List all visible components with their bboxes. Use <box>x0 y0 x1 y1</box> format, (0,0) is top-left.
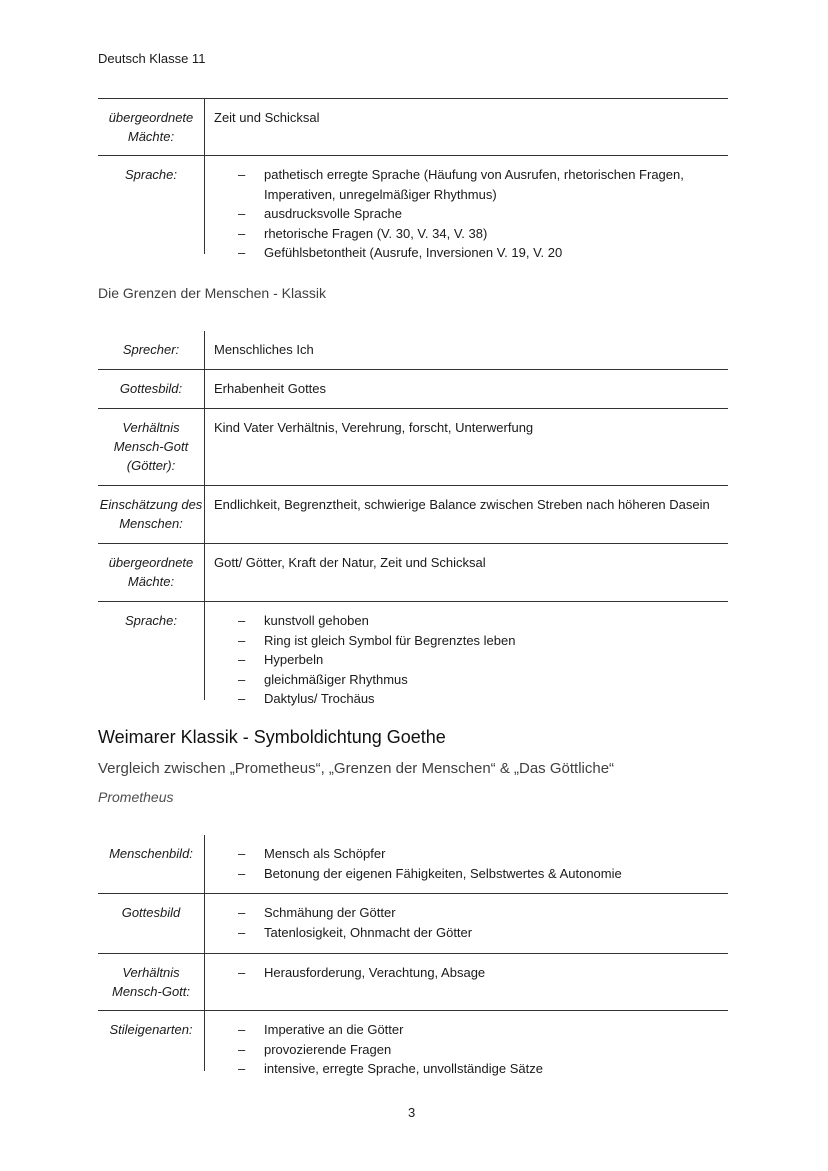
row-label: Sprache: <box>98 602 205 700</box>
list-item: – rhetorische Fragen (V. 30, V. 34, V. 38) <box>214 224 728 244</box>
row-value: Kind Vater Verhältnis, Verehrung, forscht, Unterwerfung <box>214 420 534 435</box>
list-item: – Tatenlosigkeit, Ohnmacht der Götter <box>214 923 728 943</box>
section-heading: Weimarer Klassik - Symboldichtung Goethe <box>98 727 446 747</box>
table-row <box>98 601 728 706</box>
row-value: Zeit und Schicksal <box>214 110 320 125</box>
table-row <box>98 543 728 601</box>
section-subtitle: Vergleich zwischen „Prometheus“, „Grenzen der Menschen“ & „Das Göttliche“ <box>98 760 615 777</box>
row-value: Endlichkeit, Begrenztheit, schwierige Balance zwischen Streben nach höheren Dasein <box>214 497 710 512</box>
list-item: – kunstvoll gehoben <box>214 611 728 631</box>
table-goethe-sturm-und-drang <box>98 98 728 260</box>
list-item: – Imperative an die Götter <box>214 1020 728 1040</box>
row-label: Einschätzung des Menschen: <box>98 486 205 543</box>
poem-title: Prometheus <box>98 789 174 805</box>
list-item: – gleichmäßiger Rhythmus <box>214 670 728 690</box>
list-item: – Daktylus/ Trochäus <box>214 689 728 709</box>
table-row <box>98 893 728 953</box>
row-label: übergeordnete Mächte: <box>98 544 205 601</box>
table-row <box>98 485 728 543</box>
row-value <box>214 844 728 883</box>
table-grenzen-der-menschen <box>98 331 728 706</box>
row-value: Menschliches Ich <box>214 342 314 357</box>
page-number: 3 <box>408 1105 416 1120</box>
row-label: Verhältnis Mensch-Gott: <box>98 954 205 1010</box>
row-value <box>214 1020 728 1079</box>
list-item: – Betonung der eigenen Fähigkeiten, Selbstwertes & Autonomie <box>214 864 728 884</box>
row-label: Verhältnis Mensch-Gott (Götter): <box>98 409 205 485</box>
list-item: – Hyperbeln <box>214 650 728 670</box>
row-label: Sprecher: <box>98 331 205 369</box>
row-value <box>214 611 728 709</box>
row-value <box>214 963 728 983</box>
list-item: – Herausforderung, Verachtung, Absage <box>214 963 728 983</box>
list-item: – ausdrucksvolle Sprache <box>214 204 728 224</box>
list-item: – pathetisch erregte Sprache (Häufung von Ausrufen, rhetorischen Fragen, Imperativen, unregelmäßiger Rhythmus) <box>214 165 728 204</box>
row-value <box>214 903 728 942</box>
table-prometheus <box>98 835 728 1076</box>
row-label: Stileigenarten: <box>98 1011 205 1071</box>
table-row <box>98 331 728 369</box>
row-label: Gottesbild: <box>98 370 205 408</box>
table-row <box>98 408 728 485</box>
table-row <box>98 953 728 1010</box>
list-item: – Schmähung der Götter <box>214 903 728 923</box>
row-label: Gottesbild <box>98 894 205 953</box>
list-item: – Gefühlsbetontheit (Ausrufe, Inversionen V. 19, V. 20 <box>214 243 728 263</box>
table-row <box>98 369 728 408</box>
row-value <box>214 165 728 263</box>
row-label: übergeordnete Mächte: <box>98 99 205 155</box>
row-label: Menschenbild: <box>98 835 205 893</box>
page-header: Deutsch Klasse 11 <box>98 51 206 66</box>
list-item: – Ring ist gleich Symbol für Begrenztes leben <box>214 631 728 651</box>
table-row <box>98 1010 728 1076</box>
table-row <box>98 98 728 155</box>
row-value: Gott/ Götter, Kraft der Natur, Zeit und Schicksal <box>214 555 486 570</box>
row-value: Erhabenheit Gottes <box>214 381 327 396</box>
table-row <box>98 155 728 260</box>
list-item: – provozierende Fragen <box>214 1040 728 1060</box>
section-title: Die Grenzen der Menschen - Klassik <box>98 285 326 301</box>
list-item: – Mensch als Schöpfer <box>214 844 728 864</box>
row-label: Sprache: <box>98 156 205 254</box>
table-row <box>98 835 728 893</box>
list-item: – intensive, erregte Sprache, unvollständige Sätze <box>214 1059 728 1079</box>
